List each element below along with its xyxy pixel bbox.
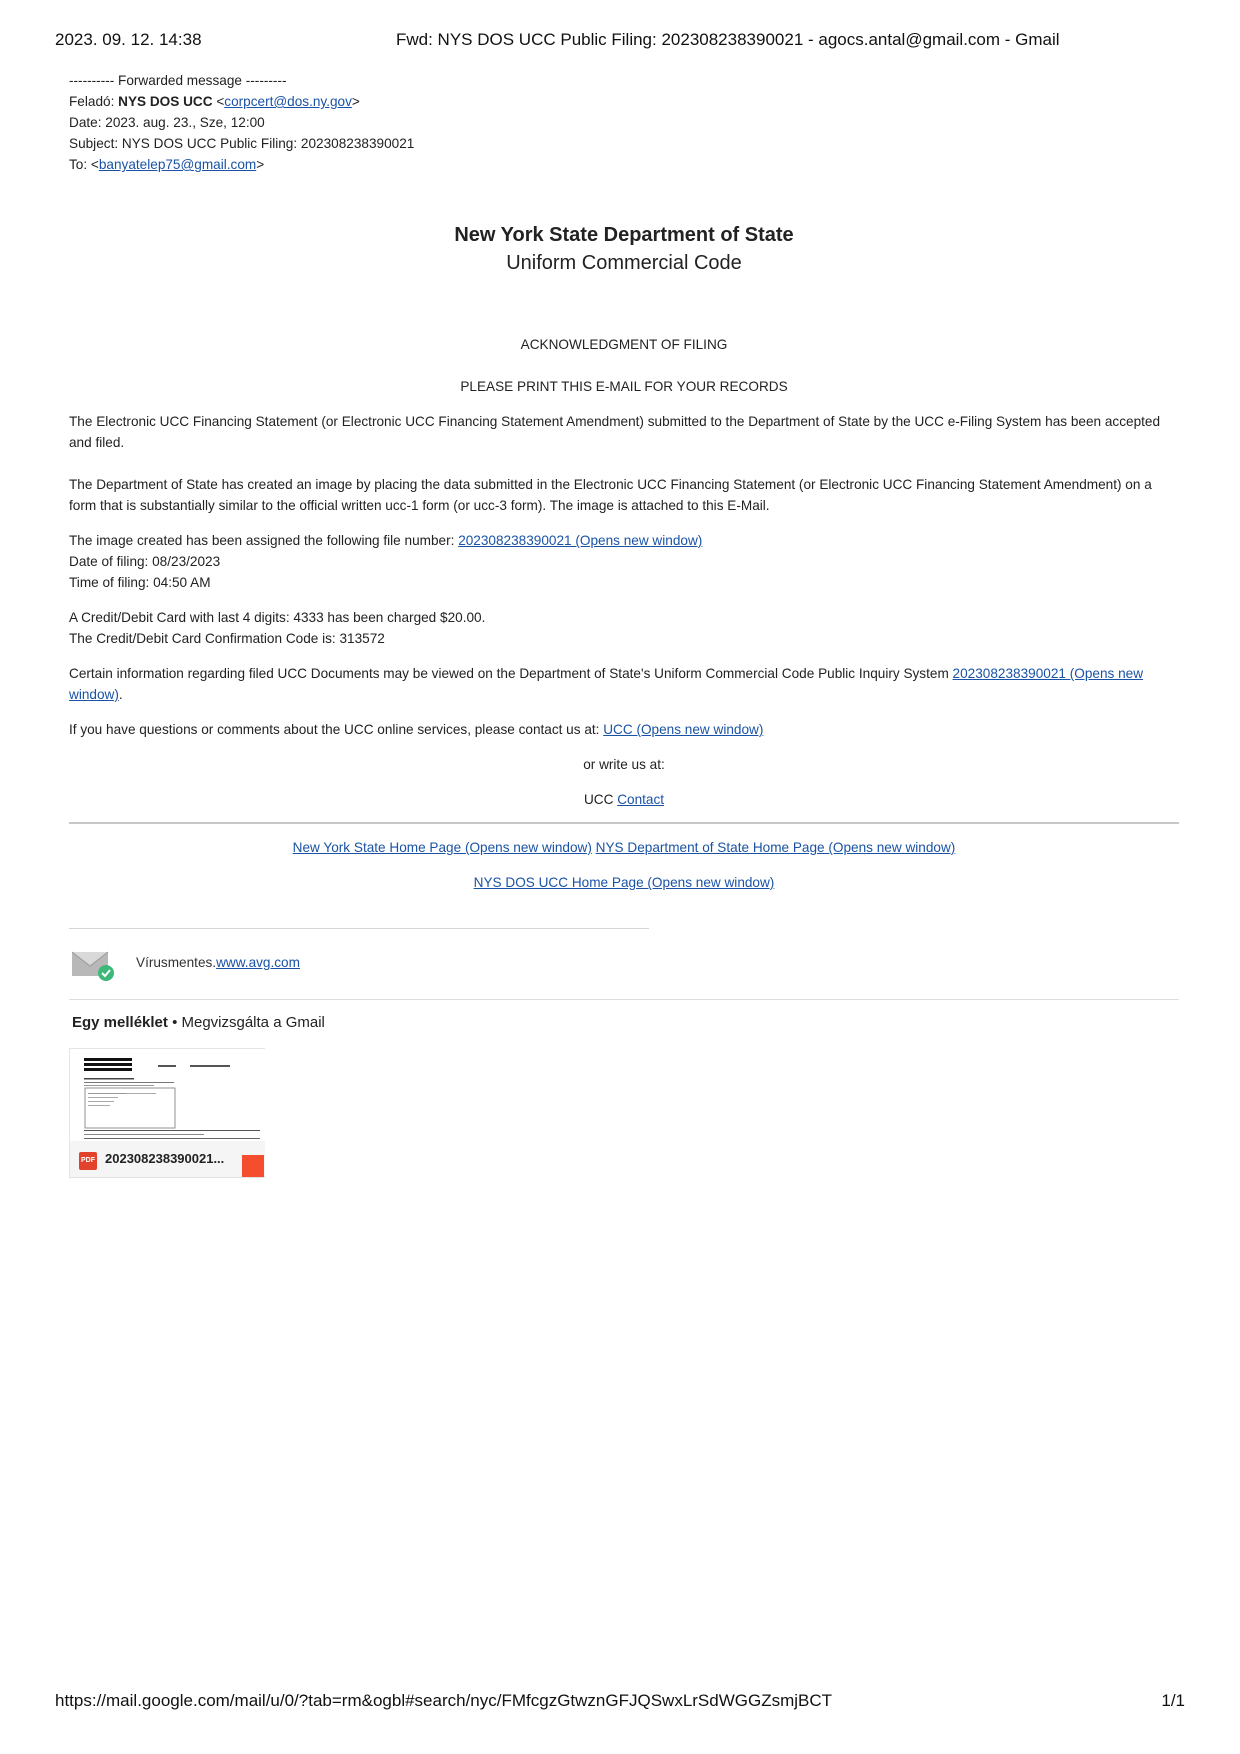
email-body [69,70,1179,893]
write-us: or write us at: [583,757,665,772]
org-title: New York State Department of State [454,224,794,246]
questions-text: If you have questions or comments about the UCC online services, please contact us at: [69,722,600,737]
from-label: Feladó: [69,94,115,109]
to-label: To: [69,157,88,172]
inquiry-end: . [118,687,123,702]
to-email-link[interactable]: banyatelep75@gmail.com [98,157,257,172]
questions-paragraph [69,719,1179,740]
date-line: Date: 2023. aug. 23., Sze, 12:00 [69,115,265,130]
from-line: Feladó: NYS DOS UCC <corpcert@dos.ny.gov> [69,94,360,109]
from-name: NYS DOS UCC [118,94,213,109]
forwarded-header [69,70,1179,175]
time-of-filing: Time of filing: 04:50 AM [69,575,211,590]
attachment-filename[interactable]: 202308238390021... [105,1151,225,1166]
divider [69,822,1179,824]
ucc-home-link[interactable]: NYS DOS UCC Home Page (Opens new window) [473,875,775,890]
forwarded-marker: ---------- Forwarded message --------- [69,73,287,88]
footer-links-row-2 [69,872,1179,893]
acknowledgment-heading: ACKNOWLEDGMENT OF FILING [520,337,728,352]
contact-link[interactable]: Contact [617,792,665,807]
attachment-bar [70,1141,265,1178]
attachment-count: Egy melléklet [72,1014,168,1031]
accepted-paragraph: The Electronic UCC Financing Statement (or Electronic UCC Financing Statement Amendment) submitted to the Department of State by the UCC e-Filing System has been accepted and filed. [69,414,1161,450]
ucc-contact-link[interactable]: UCC (Opens new window) [603,722,764,737]
file-number-line [69,530,1179,551]
date-of-filing: Date of filing: 08/23/2023 [69,554,221,569]
card-confirmation: The Credit/Debit Card Confirmation Code is: 313572 [69,631,385,646]
pdf-icon: PDF [79,1152,97,1170]
from-email-link[interactable]: corpcert@dos.ny.gov [224,94,352,109]
attachments-divider [69,999,1179,1000]
inquiry-text: Certain information regarding filed UCC Documents may be viewed on the Department of State's Uniform Commercial Code Public Inquiry System [69,666,949,681]
to-line: To: <banyatelep75@gmail.com> [69,157,265,172]
virus-free-text [136,955,300,970]
attachments-header [72,1014,325,1031]
inquiry-link[interactable]: 202308238390021 (Opens new window) [69,666,1144,702]
footer-links-row [69,837,1179,858]
card-charged: A Credit/Debit Card with last 4 digits: 4333 has been charged $20.00. [69,610,486,625]
subject-line: Subject: NYS DOS UCC Public Filing: 202308238390021 [69,136,415,151]
org-subtitle: Uniform Commercial Code [506,252,742,274]
print-title: Fwd: NYS DOS UCC Public Filing: 202308238390021 - agocs.antal@gmail.com - Gmail [396,30,1060,49]
attachment-card[interactable] [69,1048,265,1178]
ucc-contact-line [69,789,1179,810]
print-datetime: 2023. 09. 12. 14:38 [55,30,202,49]
image-paragraph: The Department of State has created an image by placing the data submitted in the Electronic UCC Financing Statement (or Electronic UCC Financing Statement Amendment) on a form that is substantially similar to the official written ucc-1 form (or ucc-3 form). The image is attached to this E-Mail. [69,477,1152,513]
virus-free-banner [69,945,469,985]
file-number-text: The image created has been assigned the following file number: [69,533,455,548]
nys-home-link[interactable]: New York State Home Page (Opens new window) [292,840,592,855]
file-number-link[interactable]: 202308238390021 (Opens new window) [458,533,703,548]
print-header [55,30,1185,52]
avg-link[interactable]: www.avg.com [216,955,300,970]
ucc-label: UCC [583,792,614,807]
scanned-by-gmail: • Megvizsgálta a Gmail [172,1014,325,1031]
print-notice: PLEASE PRINT THIS E-MAIL FOR YOUR RECORDS [460,379,788,394]
print-url: https://mail.google.com/mail/u/0/?tab=rm&ogbl#search/nyc/FMfcgzGtwznGFJQSwxLrSdWGGZsmjBCT [55,1691,833,1710]
envelope-check-icon [71,947,115,983]
attachment-thumbnail [70,1049,265,1141]
virus-label: Vírusmentes. [136,955,217,970]
inquiry-paragraph [69,663,1179,705]
signature-divider [69,928,649,929]
dos-home-link[interactable]: NYS Department of State Home Page (Opens new window) [595,840,956,855]
print-footer [55,1691,1185,1713]
attachment-corner-icon [242,1155,264,1177]
page-number: 1/1 [1161,1691,1185,1710]
